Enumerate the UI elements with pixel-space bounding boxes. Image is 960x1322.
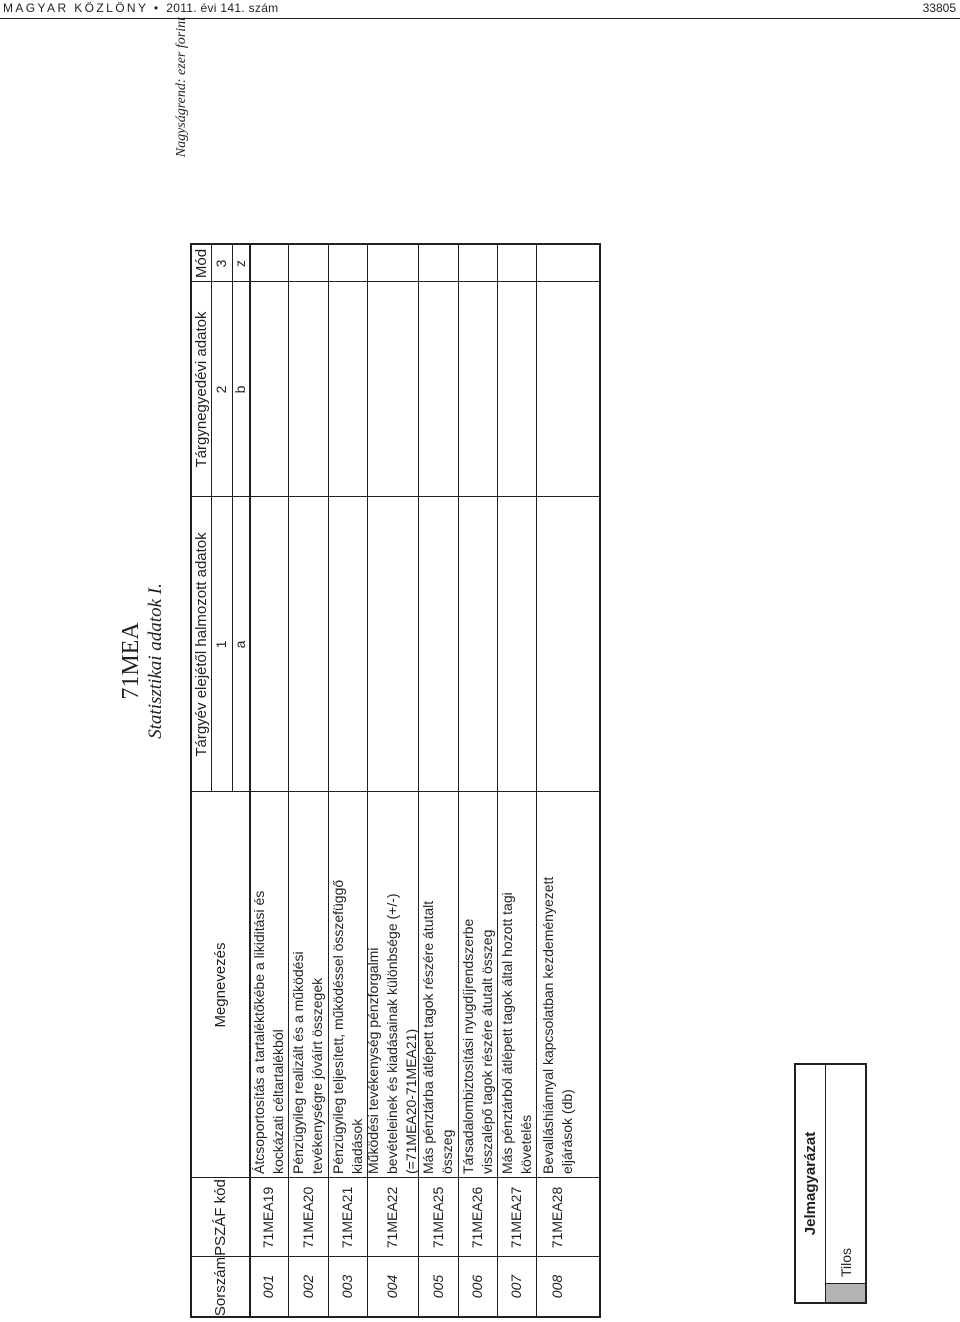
row-value-mod[interactable] [249,245,288,282]
row-value-col2[interactable] [249,282,288,497]
row-megnevezes-text [250,891,288,1174]
mod-number: 3 [213,259,229,268]
row-value-col2[interactable] [328,282,367,497]
row-value-mod[interactable] [288,245,328,282]
row-sorszam: 004 [384,1274,400,1299]
row-value-mod[interactable] [367,245,418,282]
row-megnevezes [328,792,367,1178]
description-line: bevételeinek és kiadásainak különbsége (+/-) [384,893,400,1174]
row-value-col1[interactable] [249,497,288,792]
row-sorszam: 001 [260,1274,276,1299]
description-line: Más pénztárba átlépett tagok részére átutalt [420,900,436,1174]
row-megnevezes [418,792,458,1178]
page-number: 33805 [922,1,956,15]
col2-number: 2 [213,385,229,394]
legend-title: Jelmagyarázat [796,1065,826,1302]
description-line: Működési tevékenység pénzforgalmi [365,947,381,1174]
legend-label-tilos: Tilos [837,1247,854,1277]
form-subtitle: Statisztikai adatok I. [145,583,166,739]
row-value-col1[interactable] [458,497,497,792]
row-megnevezes [367,792,418,1178]
row-value-col1[interactable] [367,497,418,792]
description-line: Pénzügyileg realizált és a működési [290,951,306,1174]
row-value-mod[interactable] [418,245,458,282]
description-line: Társadalombiztosítási nyugdíjrendszerbe [459,918,476,1174]
row-megnevezes-text [459,919,497,1174]
header-pszaf-kod: PSZÁF kód [212,1179,229,1256]
row-sorszam: 008 [549,1274,565,1299]
row-pszaf-kod: 71MEA26 [469,1186,485,1249]
row-sorszam: 006 [469,1274,485,1299]
header-mod: Mód [193,248,210,279]
legend-box [794,1063,867,1304]
row-value-mod[interactable] [328,245,367,282]
row-megnevezes-text [539,877,577,1174]
description-line: Bevalláshiánnyal kapcsolatban kezdeményezett [539,876,556,1174]
description-line: visszalépő tagok részére átutalt összeg [478,929,495,1174]
row-pszaf-kod: 71MEA22 [384,1186,400,1249]
row-megnevezes-text [364,893,421,1174]
row-megnevezes [497,792,536,1178]
description-line: követelés [517,1114,534,1174]
row-pszaf-kod: 71MEA27 [508,1186,524,1249]
row-value-col2[interactable] [288,282,328,497]
description-line: kockázati céltartalékból [269,1029,286,1174]
row-megnevezes [536,792,579,1178]
row-megnevezes [458,792,497,1178]
row-value-mod[interactable] [458,245,497,282]
col1-letter: a [232,640,248,649]
row-pszaf-kod: 71MEA28 [549,1186,565,1249]
header-col1: Tárgyév elejétől halmozott adatok [193,532,210,757]
data-table [190,243,601,1318]
row-value-col1[interactable] [536,497,579,792]
row-value-col1[interactable] [418,497,458,792]
unit-note: Nagyságrend: ezer forint [174,17,189,158]
description-line: Pénzügyileg teljesített, működéssel összefüggő [329,879,346,1174]
row-megnevezes-text [419,901,457,1174]
row-pszaf-kod: 71MEA25 [429,1186,446,1249]
header-sorszam: Sorszám [212,1256,229,1317]
row-megnevezes [288,792,328,1178]
row-sorszam: 005 [429,1274,446,1299]
row-pszaf-kod: 71MEA20 [299,1186,316,1249]
legend-swatch-tilos [826,1283,865,1302]
row-value-col2[interactable] [458,282,497,497]
description-line: tevékenységre jóváírt összegek [309,977,325,1174]
description-line: Más pénztárból átlépett tagok által hozott tagi [498,892,515,1174]
journal-title: MAGYAR KÖZLÖNY [3,1,149,15]
row-value-col2[interactable] [536,282,579,497]
row-value-col1[interactable] [328,497,367,792]
row-megnevezes-text [329,880,367,1174]
description-line: összeg [439,1129,455,1174]
row-value-col2[interactable] [497,282,536,497]
row-pszaf-kod: 71MEA21 [339,1186,355,1249]
mod-letter: z [232,260,248,267]
row-megnevezes-text [289,951,327,1174]
row-sorszam: 003 [339,1274,355,1299]
col1-number: 1 [213,640,229,649]
description-line: Átcsoportosítás a tartaléktőkébe a likiditási és [250,890,267,1174]
row-value-mod[interactable] [497,245,536,282]
description-line: (=71MEA20-71MEA21) [403,1028,419,1174]
form-code-title: 71MEA [118,622,144,700]
row-sorszam: 007 [508,1274,524,1299]
row-megnevezes [249,792,288,1178]
issue-label: 2011. évi 141. szám [166,1,279,15]
row-value-col2[interactable] [367,282,418,497]
row-value-col1[interactable] [497,497,536,792]
row-sorszam: 002 [299,1274,316,1299]
row-value-col1[interactable] [288,497,328,792]
bullet-separator: • [153,1,161,15]
col2-letter: b [232,385,248,394]
description-line: eljárások (db) [558,1089,575,1174]
header-col2: Tárgynegyedévi adatok [193,311,210,468]
row-pszaf-kod: 71MEA19 [260,1186,276,1249]
row-megnevezes-text [498,892,536,1174]
description-line: kiadások [348,1118,365,1174]
row-value-col2[interactable] [418,282,458,497]
header-megnevezes: Megnevezés [212,942,229,1028]
row-value-mod[interactable] [536,245,579,282]
